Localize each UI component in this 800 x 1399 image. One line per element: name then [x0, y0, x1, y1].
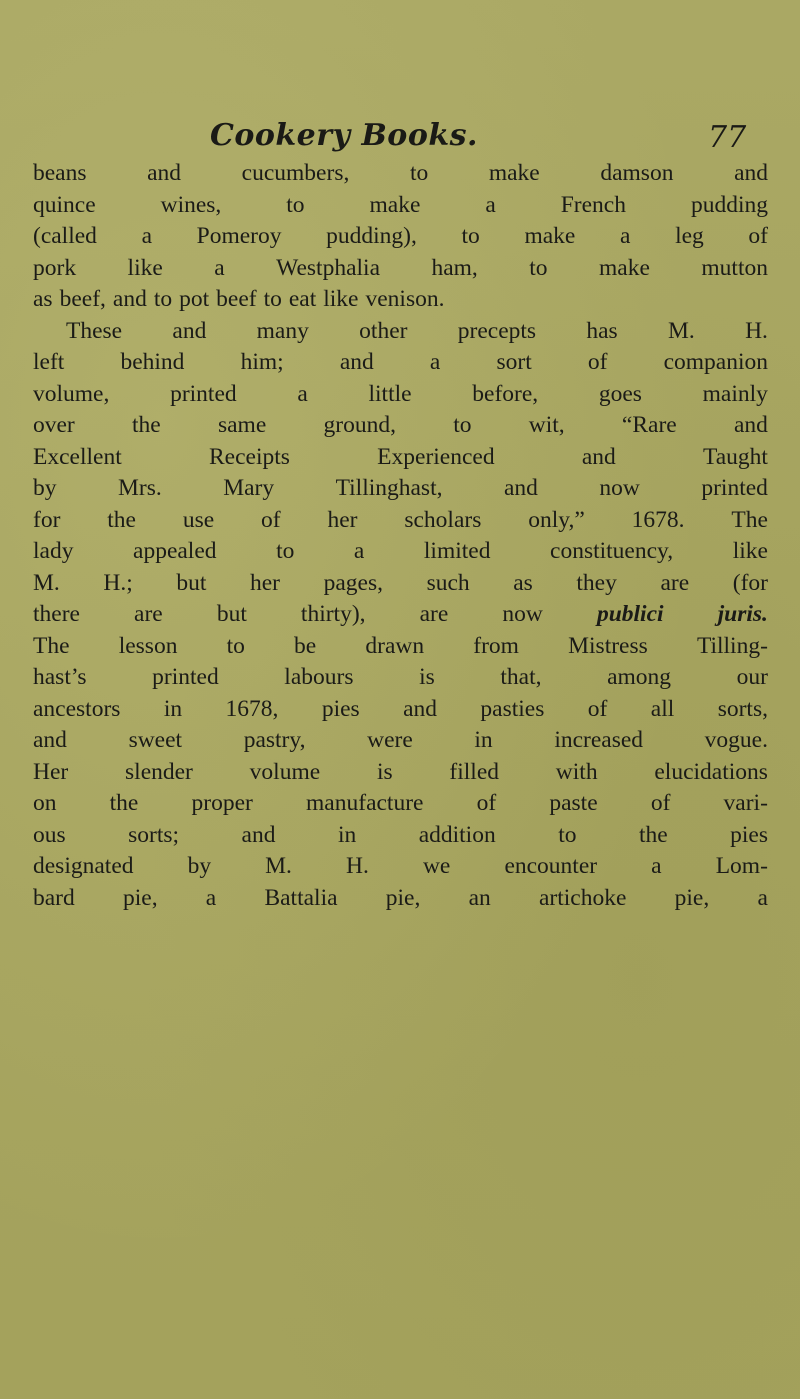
word: and [112, 286, 147, 312]
word: make [369, 191, 421, 218]
text-line [33, 316, 768, 348]
word: Battalia [264, 884, 338, 911]
word: Her [33, 758, 69, 785]
text-line [33, 694, 768, 726]
word: Mary [223, 475, 275, 501]
word: pasties [480, 695, 545, 722]
word: little [368, 380, 412, 407]
word: left [33, 349, 65, 375]
word: vogue. [704, 727, 768, 753]
word: drawn [365, 632, 425, 659]
word: other [359, 317, 408, 344]
word: as [513, 569, 533, 596]
word: wit, [528, 412, 565, 438]
text-line [33, 568, 768, 600]
word: scholars [404, 506, 482, 533]
word: thirty), [300, 601, 366, 627]
word: of [748, 223, 768, 249]
word: all [650, 695, 675, 722]
word: of [587, 695, 608, 722]
word: a [297, 380, 308, 407]
word: are [660, 569, 690, 596]
word: use [182, 506, 215, 533]
word: a [757, 884, 768, 911]
word: like [127, 254, 163, 281]
word: Westphalia [276, 254, 380, 281]
word: to [558, 821, 577, 848]
word: (for [732, 569, 768, 596]
word: hast’s [33, 664, 87, 690]
word: H. [745, 317, 768, 344]
word: are [419, 601, 449, 627]
word: same [217, 412, 267, 438]
word: manufacture [306, 790, 424, 816]
word: designated [33, 853, 134, 879]
word: ous [33, 821, 66, 848]
text-line [33, 379, 768, 411]
word: but [216, 601, 247, 627]
word: The [33, 632, 70, 659]
word: among [607, 664, 672, 690]
word: 1678, [225, 695, 279, 722]
word: were [367, 727, 413, 753]
word: for [33, 506, 61, 533]
word: of [650, 790, 671, 816]
word: pie, [385, 884, 421, 911]
word: lady [33, 538, 74, 564]
word: Pomeroy [196, 223, 282, 249]
word: our [736, 664, 768, 690]
word: limited [423, 538, 491, 564]
word: make [488, 160, 540, 186]
word: beef, [59, 286, 106, 312]
word: to [226, 632, 245, 659]
word: artichoke [538, 884, 627, 911]
word: now [502, 601, 543, 627]
word: now [599, 475, 640, 501]
word: pastry, [243, 727, 306, 753]
word: and [734, 160, 768, 186]
word: leg [675, 223, 704, 249]
text-line [33, 820, 768, 852]
word: Mistress [568, 632, 648, 659]
text-line [33, 725, 768, 757]
word: on [33, 790, 57, 816]
body-text [33, 158, 768, 914]
word: goes [598, 380, 642, 407]
word: the [109, 790, 139, 816]
word: and [581, 443, 616, 470]
word: like [323, 286, 359, 312]
word: pot [179, 286, 210, 312]
word: pies [321, 695, 360, 722]
word: Lom- [715, 853, 768, 879]
word: the [638, 821, 668, 848]
page-number: 77 [708, 120, 747, 155]
text-line [33, 442, 768, 474]
text-line [33, 158, 768, 190]
text-line [33, 536, 768, 568]
word: pudding), [326, 223, 417, 249]
text-line [33, 347, 768, 379]
word: be [294, 632, 317, 659]
word: volume [249, 758, 321, 785]
word: paste [549, 790, 598, 816]
word: eat [288, 286, 317, 312]
word: Excellent [33, 443, 122, 470]
word: to [276, 538, 295, 564]
word: her [327, 506, 358, 533]
word: to [263, 286, 282, 312]
word: venison. [365, 286, 445, 312]
word: before, [472, 380, 539, 407]
word: companion [663, 349, 768, 375]
word: with [555, 758, 598, 785]
word: sorts; [128, 821, 180, 848]
word: French [560, 191, 626, 218]
text-line [33, 788, 768, 820]
word: precepts [457, 317, 537, 344]
word: pages, [323, 569, 383, 596]
text-line [33, 883, 768, 915]
word: quince [33, 191, 96, 218]
word: like [732, 538, 768, 564]
word: only,” [528, 506, 585, 533]
word: behind [120, 349, 185, 375]
word: pie, [122, 884, 158, 911]
word: pork [33, 254, 77, 281]
word: ancestors [33, 695, 121, 722]
word: publici [596, 601, 664, 627]
word: a [214, 254, 225, 281]
word: a [485, 191, 496, 218]
word: has [586, 317, 618, 344]
word: to [286, 191, 305, 218]
text-line [33, 599, 768, 631]
word: make [599, 254, 650, 281]
word: a [141, 223, 153, 249]
word: make [524, 223, 576, 249]
word: constituency, [550, 538, 674, 564]
text-line [33, 221, 768, 253]
word: an [468, 884, 491, 911]
word: ground, [323, 412, 396, 438]
word: mainly [702, 380, 768, 407]
word: many [256, 317, 309, 344]
word: a [429, 349, 441, 375]
word: beans [33, 160, 87, 186]
word: damson [600, 160, 674, 186]
word: sweet [128, 727, 183, 753]
word: elucidations [654, 758, 768, 785]
word: a [651, 853, 662, 879]
word: juris. [717, 601, 768, 627]
word: such [426, 569, 470, 596]
word: printed [701, 475, 768, 501]
text-line [33, 190, 768, 222]
word: ham, [431, 254, 478, 281]
word: addition [418, 821, 496, 848]
word: Mrs. [117, 475, 162, 501]
running-title: Cookery Books. [210, 118, 478, 153]
word: lesson [118, 632, 178, 659]
word: sorts, [717, 695, 768, 722]
word: volume, [33, 380, 110, 407]
text-line [33, 662, 768, 694]
word: a [619, 223, 631, 249]
word: we [422, 853, 451, 879]
word: increased [554, 727, 644, 753]
text-line [33, 473, 768, 505]
text-line [33, 284, 768, 316]
word: printed [152, 664, 219, 690]
word: and [733, 412, 768, 438]
word: and [403, 695, 438, 722]
word: mutton [701, 254, 768, 281]
text-line [33, 505, 768, 537]
word: they [576, 569, 617, 596]
word: beef [216, 286, 257, 312]
word: over [33, 412, 75, 438]
word: wines, [160, 191, 222, 218]
word: that, [500, 664, 542, 690]
word: him; [240, 349, 284, 375]
word: from [473, 632, 519, 659]
text-line [33, 253, 768, 285]
word: 1678. [631, 506, 685, 533]
word: Taught [703, 443, 768, 470]
word: The [731, 506, 768, 533]
word: Tilling- [696, 632, 768, 659]
word: and [147, 160, 182, 186]
word: as [33, 286, 53, 312]
word: and [503, 475, 538, 501]
word: H. [346, 853, 369, 879]
word: in [163, 695, 183, 722]
word: of [587, 349, 608, 375]
word: to [453, 412, 472, 438]
word: and [241, 821, 276, 848]
word: by [33, 475, 57, 501]
word: H.; [103, 569, 133, 596]
text-line [33, 410, 768, 442]
word: These [66, 317, 123, 344]
word: a [353, 538, 365, 564]
word: is [419, 664, 435, 690]
word: Experienced [377, 443, 495, 470]
word: pudding [690, 191, 768, 218]
word: bard [33, 884, 75, 911]
word: slender [125, 758, 193, 785]
word: there [33, 601, 80, 627]
word: are [134, 601, 163, 627]
word: Tillinghast, [335, 475, 443, 501]
word: M. [33, 569, 60, 596]
word: and [339, 349, 374, 375]
word: of [476, 790, 497, 816]
word: her [249, 569, 280, 596]
word: printed [170, 380, 237, 407]
word: by [187, 853, 212, 879]
word: (called [33, 223, 97, 249]
word: M. [265, 853, 292, 879]
word: proper [191, 790, 253, 816]
word: sort [496, 349, 532, 375]
word: Receipts [208, 443, 290, 470]
word: filled [449, 758, 500, 785]
word: to [461, 223, 480, 249]
word: labours [284, 664, 354, 690]
word: and [172, 317, 207, 344]
word: to [409, 160, 429, 186]
word: to [153, 286, 173, 312]
word: pie, [674, 884, 710, 911]
text-line [33, 631, 768, 663]
word: “Rare [621, 412, 677, 438]
word: vari- [723, 790, 768, 816]
word: the [132, 412, 161, 438]
word: cucumbers, [241, 160, 350, 186]
word: but [176, 569, 207, 596]
word: encounter [504, 853, 598, 879]
word: of [261, 506, 281, 533]
word: is [376, 758, 393, 785]
word: appealed [133, 538, 217, 564]
word: the [107, 506, 136, 533]
text-line [33, 757, 768, 789]
word: to [529, 254, 548, 281]
word: in [474, 727, 493, 753]
word: M. [667, 317, 695, 344]
word: and [33, 727, 67, 753]
word: pies [730, 821, 768, 848]
word: in [337, 821, 357, 848]
word: a [205, 884, 217, 911]
text-line [33, 851, 768, 883]
